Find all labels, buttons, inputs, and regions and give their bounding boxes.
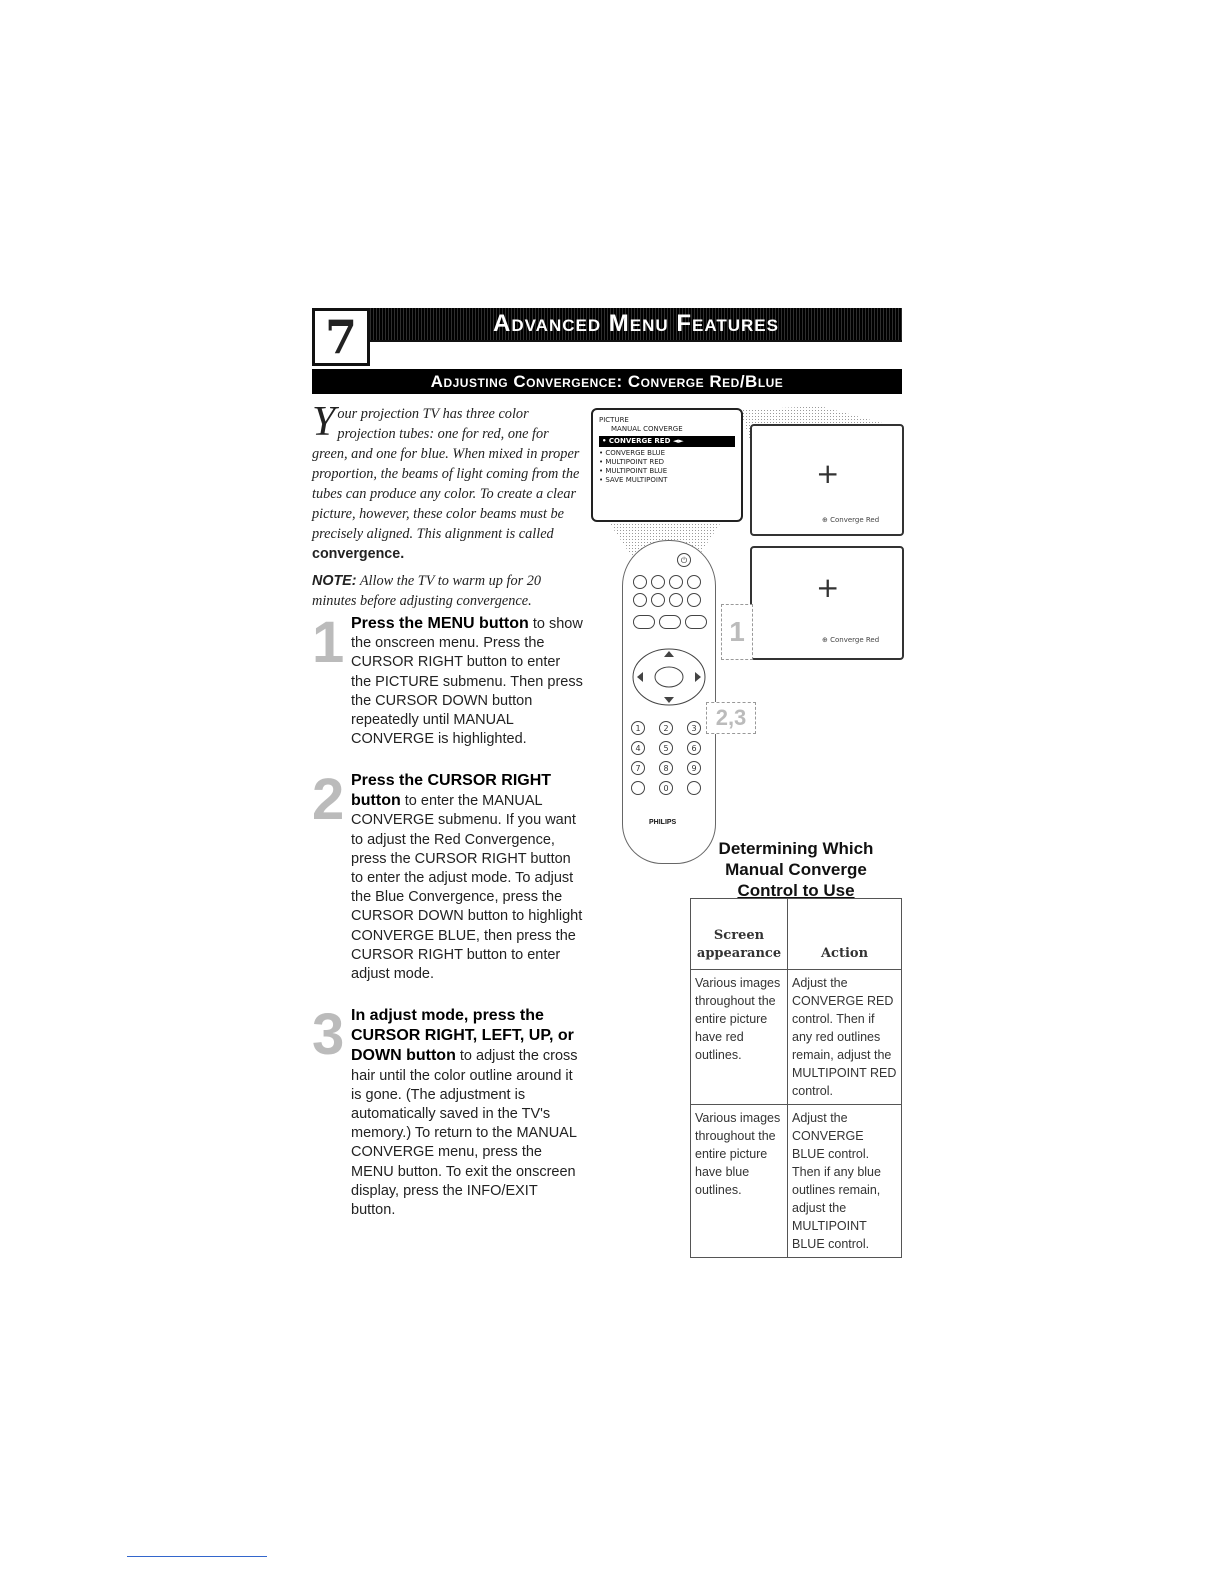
menu-button (655, 667, 683, 687)
remote-brand: PHILIPS (649, 819, 677, 826)
table-heading-line-2: Manual Converge (725, 860, 867, 879)
digit-button: 3 (687, 721, 701, 735)
menu-item-label: MULTIPOINT BLUE (605, 467, 668, 475)
intro-text: our projection TV has three color projection tubes: one for red, one for green, and one for blue. When mixed in proper proportion, the beams of light coming from the tubes can produce any color. To create a clear picture, however, these color beams must be precisely aligned. This alignment is called (312, 406, 580, 542)
remote-button (651, 593, 665, 607)
note-text: Allow the TV to warm up for 20 minutes before adjusting convergence. (312, 573, 542, 609)
digit-button: 1 (631, 721, 645, 735)
digit-button: 9 (687, 761, 701, 775)
table-row (691, 1105, 902, 1258)
remote-button (669, 575, 683, 589)
subsection-title-text: Adjusting Convergence: Converge Red/Blue (430, 372, 784, 391)
digit-button: 7 (631, 761, 645, 775)
remote-button (669, 593, 683, 607)
crosshair-icon: + (816, 457, 840, 490)
remote-button (659, 615, 681, 629)
power-button: ⏻ (677, 553, 691, 567)
menu-item-label: MULTIPOINT RED (605, 458, 665, 466)
cursor-right-icon (695, 672, 701, 682)
table-heading (690, 838, 902, 901)
cursor-up-icon (664, 651, 674, 657)
step-2 (351, 771, 583, 984)
footer-rule (127, 1556, 267, 1557)
menu-item-highlighted: • CONVERGE RED ◄► (599, 436, 735, 447)
table-cell: Adjust the CONVERGE BLUE control. Then if any blue outlines remain, adjust the MULTIPOINT BLUE control. (788, 1105, 902, 1258)
callout-step-2-3: 2,3 (706, 702, 756, 734)
step-3-number: 3 (312, 1002, 345, 1067)
section-title-text: Advanced Menu Features (493, 310, 779, 337)
screen-label-text: Converge Red (830, 516, 880, 524)
digit-button: 0 (659, 781, 673, 795)
tv-screen-1 (750, 424, 904, 536)
step-3 (351, 1006, 583, 1220)
step-2-text: to enter the MANUAL CONVERGE submenu. If you want to adjust the Red Convergence, press the CURSOR RIGHT button to enter the adjust mode. To adjust the Blue Convergence, press the CURSOR DOWN button to highlight CONVERGE BLUE, then press the CURSOR RIGHT button to enter adjust mode. (351, 793, 583, 983)
remote-button (687, 593, 701, 607)
remote-button (685, 615, 707, 629)
menu-item-label: SAVE MULTIPOINT (605, 476, 668, 484)
section-title-rule (370, 340, 902, 342)
digit-button: 5 (659, 741, 673, 755)
menu-item: • MULTIPOINT BLUE (599, 467, 668, 475)
step-2-number: 2 (312, 767, 345, 832)
table-heading-line-3: Control to Use (737, 881, 855, 900)
tv-screen-2 (750, 546, 904, 660)
step-1-number: 1 (312, 610, 345, 675)
cursor-pad (629, 637, 709, 721)
table-row (691, 970, 902, 1105)
menu-item: • CONVERGE BLUE (599, 449, 666, 457)
menu-title: PICTURE (599, 416, 629, 424)
intro-paragraph (312, 399, 584, 564)
remote-button (651, 575, 665, 589)
step-3-text: to adjust the cross hair until the color outline around it is gone. (The adjustment is automatically saved in the TV's memory.) To return to the MANUAL CONVERGE menu, press the MENU button. To exit the onscreen display, press the INFO/EXIT button. (351, 1048, 578, 1219)
remote-button (633, 615, 655, 629)
menu-item-label: CONVERGE BLUE (605, 449, 666, 457)
step-1-lead: Press the MENU button (351, 615, 529, 632)
table-heading-line-1: Determining Which (718, 839, 874, 858)
cursor-ring (633, 649, 705, 705)
digit-button: 8 (659, 761, 673, 775)
step-1-text: to show the onscreen menu. Press the CURSOR RIGHT button to enter the PICTURE submenu. Then press the CURSOR DOWN button repeatedly until MANUAL CONVERGE is highlighted. (351, 616, 583, 748)
crosshair-icon: + (816, 571, 840, 604)
menu-subtitle: MANUAL CONVERGE (611, 425, 683, 433)
remote-button (633, 575, 647, 589)
menu-item: • MULTIPOINT RED (599, 458, 665, 466)
section-title (370, 308, 902, 340)
step-3-lead: In adjust mode, press the CURSOR RIGHT, LEFT, UP, or DOWN button (351, 1007, 574, 1065)
digit-button: 4 (631, 741, 645, 755)
table-cell: Various images throughout the entire picture have blue outlines. (691, 1105, 788, 1258)
cursor-down-icon (664, 697, 674, 703)
note (312, 571, 584, 611)
note-label: NOTE: (312, 573, 357, 589)
intro-term: convergence. (312, 546, 405, 562)
step-2-lead: Press the CURSOR RIGHT button (351, 772, 552, 810)
intro-dropcap: Y (312, 399, 336, 445)
menu-item: • SAVE MULTIPOINT (599, 476, 668, 484)
digit-button (631, 781, 645, 795)
screen-label: ⊕ Converge Red (822, 636, 880, 644)
table-cell: Adjust the CONVERGE RED control. Then if any red outlines remain, adjust the MULTIPOINT RED control. (788, 970, 902, 1105)
callout-step-1: 1 (721, 604, 753, 660)
remote-button (687, 575, 701, 589)
screen-label: ⊕ Converge Red (822, 516, 880, 524)
remote-button (633, 593, 647, 607)
section-number: 7 (312, 308, 370, 366)
step-1 (351, 614, 583, 749)
digit-button: 2 (659, 721, 673, 735)
table-cell: Various images throughout the entire picture have red outlines. (691, 970, 788, 1105)
convergence-table (690, 898, 902, 1258)
digit-button: 6 (687, 741, 701, 755)
table-header-row (691, 899, 902, 970)
screen-label-text: Converge Red (830, 636, 880, 644)
remote-control (622, 540, 716, 864)
onscreen-menu (591, 408, 743, 522)
cursor-left-icon (637, 672, 643, 682)
digit-button (687, 781, 701, 795)
table-header: Action (788, 899, 902, 970)
menu-item-highlighted-label: CONVERGE RED (608, 437, 671, 445)
table-header: Screen appearance (691, 899, 788, 970)
